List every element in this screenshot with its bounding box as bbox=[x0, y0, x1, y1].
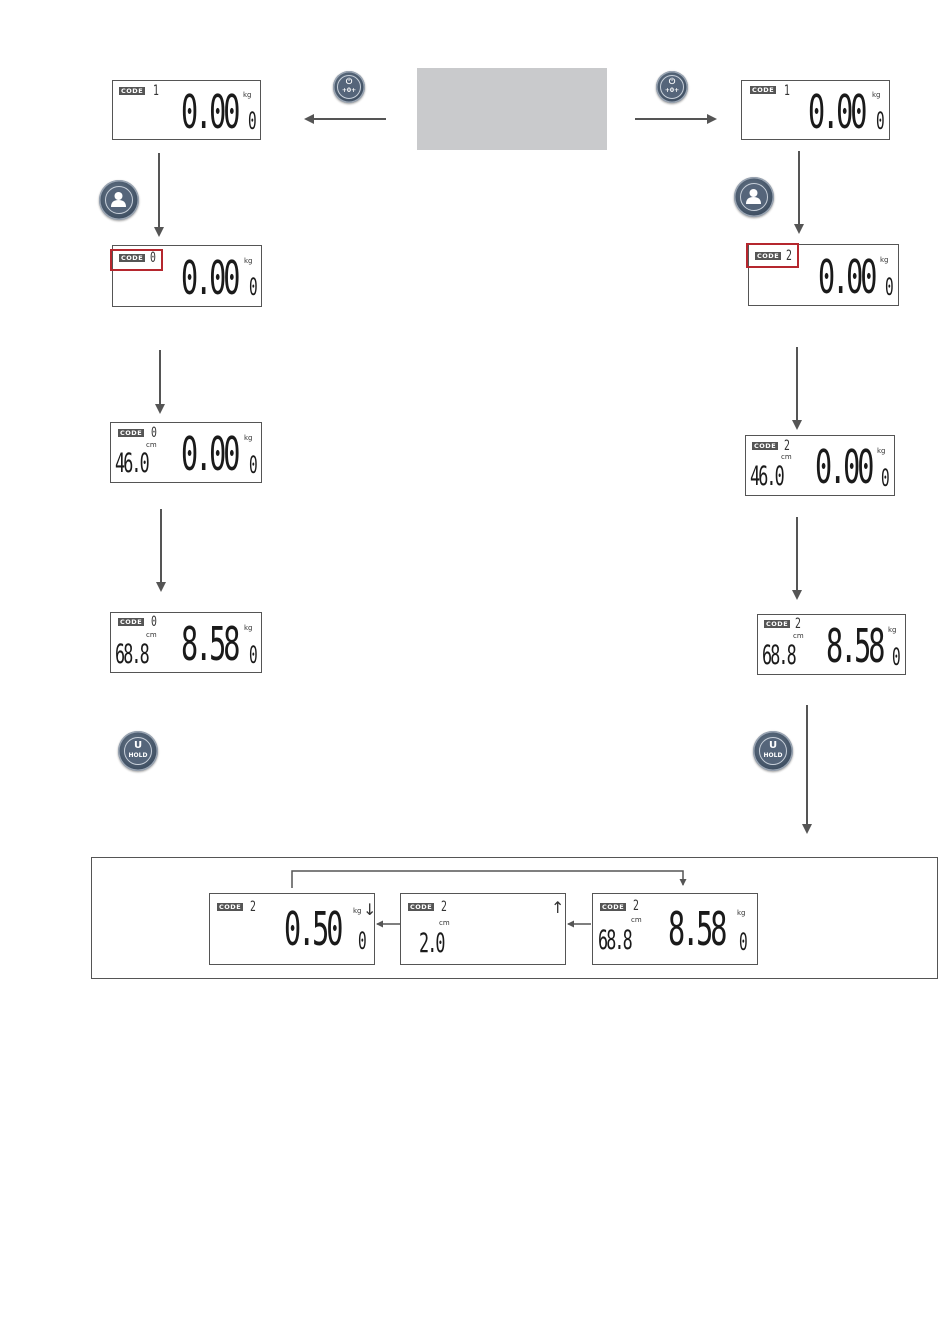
code-highlight bbox=[110, 249, 163, 271]
code-label: CODE bbox=[752, 86, 775, 94]
lcd-display bbox=[592, 893, 758, 965]
height-unit: cm bbox=[439, 919, 450, 927]
weight-value: 8.58 bbox=[668, 902, 725, 956]
code-number: 0 bbox=[150, 250, 156, 266]
trailing-digit: 0 bbox=[358, 927, 367, 955]
power-zero-icon: ⏻ +0+ bbox=[337, 75, 361, 99]
height-value: 68.8 bbox=[115, 639, 148, 670]
weight-value: 8.58 bbox=[826, 619, 883, 673]
weight-value: 0.00 bbox=[818, 250, 875, 304]
weight-unit: kg bbox=[880, 256, 889, 264]
code-label: CODE bbox=[121, 254, 144, 262]
trailing-digit: 0 bbox=[739, 928, 748, 956]
lcd-display bbox=[112, 80, 261, 140]
weight-value: 0.00 bbox=[181, 85, 238, 139]
height-unit: cm bbox=[781, 453, 792, 461]
code-number: 2 bbox=[633, 898, 639, 914]
power-zero-button-right[interactable] bbox=[656, 71, 688, 103]
height-unit: cm bbox=[146, 631, 157, 639]
arrow-down-icon: ↓ bbox=[363, 900, 377, 919]
weight-unit: kg bbox=[872, 91, 881, 99]
trailing-digit: 0 bbox=[249, 641, 258, 669]
code-number: 2 bbox=[786, 248, 792, 264]
weight-value: 0.00 bbox=[181, 427, 238, 481]
lcd-display bbox=[400, 893, 566, 965]
lcd-display bbox=[110, 422, 262, 483]
trailing-digit: 0 bbox=[249, 451, 258, 479]
weight-unit: kg bbox=[888, 626, 897, 634]
code-number: 2 bbox=[441, 899, 447, 915]
code-label: CODE bbox=[757, 252, 780, 260]
weight-value: 8.58 bbox=[181, 617, 238, 671]
code-label: CODE bbox=[120, 618, 143, 626]
weight-unit: kg bbox=[244, 257, 253, 265]
height-value: 46.0 bbox=[750, 461, 783, 492]
trailing-digit: 0 bbox=[885, 273, 894, 301]
trailing-digit: 0 bbox=[876, 107, 885, 135]
trailing-digit: 0 bbox=[881, 464, 890, 492]
user-button-right[interactable] bbox=[734, 177, 774, 217]
height-unit: cm bbox=[631, 916, 642, 924]
height-unit: cm bbox=[793, 632, 804, 640]
weight-value: 0.00 bbox=[815, 440, 872, 494]
code-number: 1 bbox=[153, 83, 159, 99]
user-icon bbox=[740, 183, 768, 211]
code-number: 0 bbox=[151, 425, 157, 441]
height-value: 2.0 bbox=[419, 928, 444, 959]
code-number: 2 bbox=[250, 899, 256, 915]
code-number: 0 bbox=[151, 614, 157, 630]
lcd-display bbox=[209, 893, 375, 965]
arrow-up-icon: ↑ bbox=[551, 898, 565, 917]
weight-unit: kg bbox=[243, 91, 252, 99]
trailing-digit: 0 bbox=[248, 107, 257, 135]
lcd-display bbox=[745, 435, 895, 496]
hold-icon: U HOLD bbox=[759, 737, 787, 765]
image-placeholder bbox=[417, 68, 607, 150]
hold-button-right[interactable] bbox=[753, 731, 793, 771]
code-highlight bbox=[746, 243, 799, 268]
weight-value: 0.00 bbox=[181, 251, 238, 305]
height-value: 68.8 bbox=[762, 640, 795, 671]
code-label: CODE bbox=[602, 903, 625, 911]
weight-unit: kg bbox=[353, 907, 362, 915]
hold-icon: U HOLD bbox=[124, 737, 152, 765]
lcd-display bbox=[110, 612, 262, 673]
lcd-display bbox=[741, 80, 890, 140]
power-zero-button-left[interactable] bbox=[333, 71, 365, 103]
height-unit: cm bbox=[146, 441, 157, 449]
trailing-digit: 0 bbox=[892, 643, 901, 671]
code-label: CODE bbox=[766, 620, 789, 628]
weight-value: 0.50 bbox=[284, 902, 341, 956]
user-icon bbox=[105, 186, 133, 214]
hold-button-left[interactable] bbox=[118, 731, 158, 771]
code-label: CODE bbox=[121, 87, 144, 95]
code-label: CODE bbox=[120, 429, 143, 437]
code-label: CODE bbox=[754, 442, 777, 450]
code-label: CODE bbox=[410, 903, 433, 911]
code-label: CODE bbox=[219, 903, 242, 911]
weight-unit: kg bbox=[877, 447, 886, 455]
lcd-display bbox=[757, 614, 906, 675]
power-zero-icon: ⏻ +0+ bbox=[660, 75, 684, 99]
height-value: 46.0 bbox=[115, 448, 148, 479]
trailing-digit: 0 bbox=[249, 273, 258, 301]
weight-unit: kg bbox=[737, 909, 746, 917]
weight-unit: kg bbox=[244, 434, 253, 442]
weight-value: 0.00 bbox=[808, 85, 865, 139]
code-number: 2 bbox=[784, 438, 790, 454]
user-button-left[interactable] bbox=[99, 180, 139, 220]
code-number: 2 bbox=[795, 616, 801, 632]
code-number: 1 bbox=[784, 83, 790, 99]
weight-unit: kg bbox=[244, 624, 253, 632]
height-value: 68.8 bbox=[598, 925, 631, 956]
